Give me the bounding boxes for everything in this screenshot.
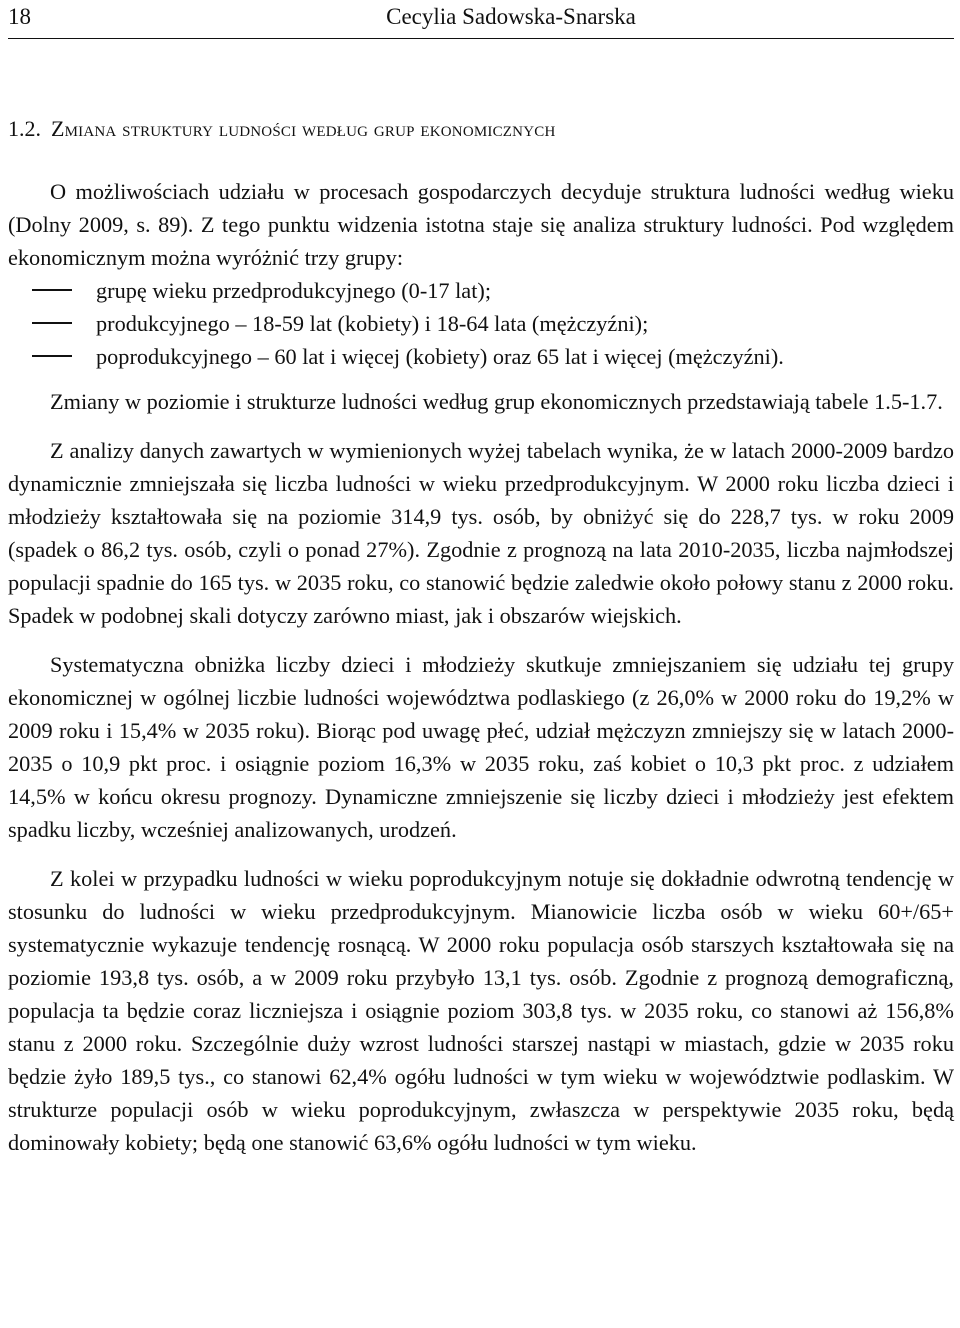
dash-bullet-icon (32, 355, 72, 357)
paragraph-tables-reference: Zmiany w poziomie i strukturze ludności według grup ekonomicznych przedstawiają tabele 1.5-1.7. (50, 389, 943, 414)
section-number: 1.2. (8, 116, 41, 141)
dash-bullet-icon (32, 322, 72, 324)
header-divider (8, 38, 954, 39)
paragraph-preproductive-trend: Z analizy danych zawartych w wymienionych wyżej tabelach wynika, że w latach 2000-2009 bardzo dynamicznie zmniejszała się liczba ludności w wieku przedprodukcyjnym. W 2000 roku liczba dzieci i młodzieży kształtowała się na poziomie 314,9 tys. osób, by obniżyć się do 228,7 tys. w roku 2009 (spadek o 86,2 tys. osób, czyli o ponad 27%). Zgodnie z prognozą na lata 2010-2035, liczba najmłodszej populacji spadnie do 165 tys. w 2035 roku, co stanowić będzie zaledwie około połowy stanu z 2000 roku. Spadek w podobnej skali dotyczy zarówno miast, jak i obszarów wiejskich. (8, 438, 954, 628)
paragraph-postproductive-trend: Z kolei w przypadku ludności w wieku poprodukcyjnym notuje się dokładnie odwrotną tendencję w stosunku do ludności w wieku przedprodukcyjnym. Mianowicie liczba osób w wieku 60+/65+ systematycznie wykazuje tendencję rosnącą. W 2000 roku populacja osób starszych kształtowała się na poziomie 193,8 tys. osób, a w 2009 roku przybyło 13,1 tys. osób. Zgodnie z prognozą demograficzną, populacja ta będzie coraz liczniejsza i osiągnie poziom 303,8 tys. w 2035 roku, co stanowi aż 156,8% stanu z 2000 roku. Szczególnie duży wzrost ludności starszej nastąpi w miastach, gdzie w 2035 roku będzie żyło 189,5 tys., co stanowi 62,4% ogółu ludności w tym wieku w województwie podlaskim. W strukturze populacji osób w wieku poprodukcyjnym, zwłaszcza w perspektywie 2035 roku, będą dominowały kobiety; będą one stanowić 63,6% ogółu ludności w tym wieku. (8, 866, 954, 1155)
list-item (8, 340, 954, 373)
section-title: Zmiana struktury ludności według grup ekonomicznych (51, 116, 556, 141)
list-item (8, 307, 954, 340)
dash-bullet-icon (32, 289, 72, 291)
economic-groups-list (8, 274, 954, 373)
list-item-text: poprodukcyjnego – 60 lat i więcej (kobiety) oraz 65 lat i więcej (mężczyźni). (96, 344, 784, 369)
list-item-text: produkcyjnego – 18-59 lat (kobiety) i 18-64 lata (mężczyźni); (96, 311, 649, 336)
page-number: 18 (8, 4, 31, 29)
running-head-author: Cecylia Sadowska-Snarska (386, 4, 636, 29)
section-heading (8, 112, 954, 145)
page-header (8, 0, 954, 38)
list-item (8, 274, 954, 307)
paragraph-preproductive-share: Systematyczna obniżka liczby dzieci i młodzieży skutkuje zmniejszaniem się udziału tej grupy ekonomicznej w ogólnej liczbie ludności województwa podlaskiego (z 26,0% w 2000 roku do 19,2% w 2009 roku i 15,4% w 2035 roku). Biorąc pod uwagę płeć, udział mężczyzn zmniejszy się w latach 2000-2035 o 10,9 pkt proc. i osiągnie poziom 16,3% w 2035 roku, zaś kobiet o 10,3 pkt proc. z udziałem 14,5% w końcu okresu prognozy. Dynamiczne zmniejszenie się liczby dzieci i młodzieży jest efektem spadku liczby, wcześniej analizowanych, urodzeń. (8, 652, 954, 842)
list-item-text: grupę wieku przedprodukcyjnego (0-17 lat); (96, 278, 492, 303)
main-content (8, 112, 954, 1159)
paragraph-intro: O możliwościach udziału w procesach gospodarczych decyduje struktura ludności według wieku (Dolny 2009, s. 89). Z tego punktu widzenia istotna staje się analiza struktury ludności. Pod względem ekonomicznym można wyróżnić trzy grupy: (8, 179, 954, 270)
